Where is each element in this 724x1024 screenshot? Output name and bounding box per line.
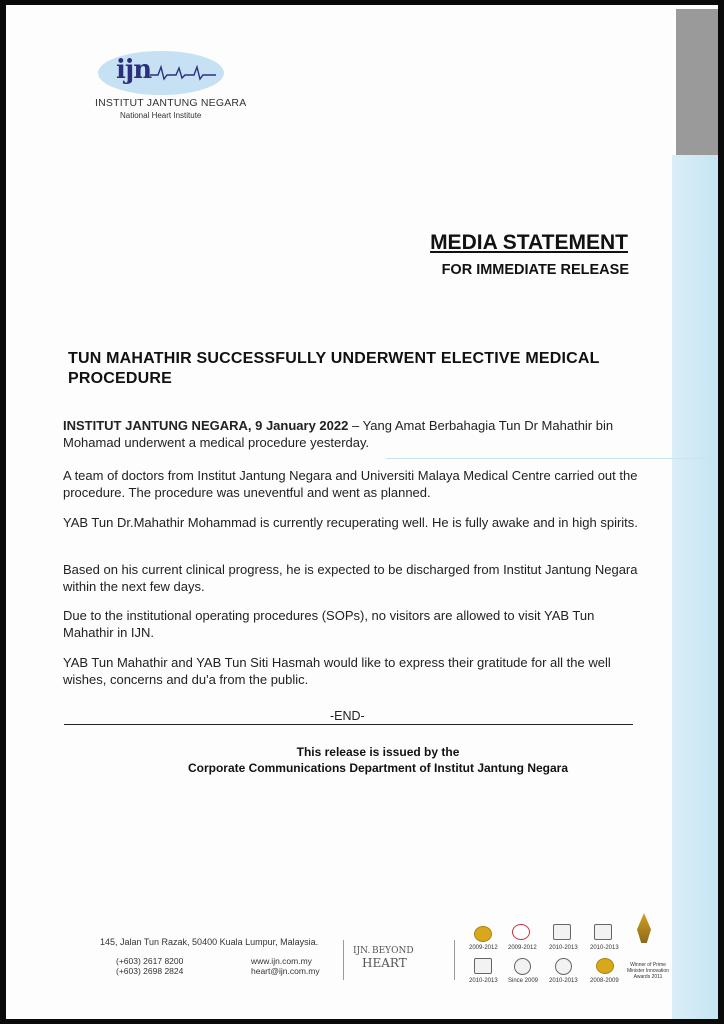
cert-divider xyxy=(454,940,455,980)
scan-edge-blue xyxy=(672,155,718,1019)
headline: TUN MAHATHIR SUCCESSFULLY UNDERWENT ELECTIVE MEDICAL PROCEDURE xyxy=(68,350,600,387)
ijn-logo: ijn xyxy=(116,55,152,85)
cert-label: 2010-2013 xyxy=(469,978,498,984)
cert-badge-icon xyxy=(474,926,492,942)
tagline-heart: HEART xyxy=(362,956,407,970)
scan-edge-gray xyxy=(676,9,718,155)
paragraph-1-text: – Yang Amat Berbahagia Tun Dr Mahathir bin Mohamad underwent a medical procedure yesterday. xyxy=(63,418,614,450)
cert-label: 2008-2009 xyxy=(590,978,619,984)
end-marker: -END- xyxy=(330,709,365,723)
org-subtitle: National Heart Institute xyxy=(120,111,202,120)
footer-address: 145, Jalan Tun Razak, 50400 Kuala Lumpur, Malaysia. xyxy=(100,937,319,947)
paragraph-6: YAB Tun Mahathir and YAB Tun Siti Hasmah would like to express their gratitude for all the well wishes, concerns and du'a from the public. xyxy=(63,655,611,687)
org-name: INSTITUT JANTUNG NEGARA xyxy=(95,97,247,109)
footer-phone-2: (+603) 2698 2824 xyxy=(116,966,184,976)
end-divider xyxy=(64,724,633,725)
award-trophy-icon xyxy=(637,913,651,943)
cert-label: 2010-2013 xyxy=(549,945,578,951)
cert-badge-icon xyxy=(553,924,571,940)
heartbeat-icon xyxy=(150,63,216,83)
cert-label: 2010-2013 xyxy=(549,978,578,984)
cert-label: Since 2009 xyxy=(508,978,539,984)
paragraph-3: YAB Tun Dr.Mahathir Mohammad is currently recuperating well. He is fully awake and in high spirits. xyxy=(63,515,638,530)
cert-label: 2010-2013 xyxy=(590,945,619,951)
footer-email: heart@ijn.com.my xyxy=(251,966,320,976)
paragraph-2: A team of doctors from Institut Jantung Negara and Universiti Malaya Medical Centre carried out the procedure. The procedure was uneventful and went as planned. xyxy=(63,468,638,500)
statement-title: MEDIA STATEMENT xyxy=(430,231,628,254)
cert-badge-icon xyxy=(512,924,530,940)
document-page xyxy=(6,5,718,1019)
paragraph-4: Based on his current clinical progress, he is expected to be discharged from Institut Jantung Negara within the next few days. xyxy=(63,562,638,594)
award-text: Winner of Prime Minister Innovation Awards 2011 xyxy=(627,962,669,980)
statement-subtitle: FOR IMMEDIATE RELEASE xyxy=(441,262,629,278)
release-line-2: Corporate Communications Department of Institut Jantung Negara xyxy=(187,761,569,775)
cert-badge-icon xyxy=(594,924,612,940)
cert-badge-icon xyxy=(555,958,572,975)
dateline: INSTITUT JANTUNG NEGARA, 9 January 2022 xyxy=(63,418,349,433)
cert-label: 2009-2012 xyxy=(469,945,498,951)
release-line-1: This release is issued by the xyxy=(296,745,460,759)
cert-label: 2009-2012 xyxy=(508,945,537,951)
cert-badge-icon xyxy=(596,958,614,974)
footer-website: www.ijn.com.my xyxy=(251,956,312,966)
footer-phone-1: (+603) 2617 8200 xyxy=(116,956,184,966)
tagline-ijn: IJN. xyxy=(353,946,371,956)
tagline-beyond: BEYOND xyxy=(372,946,414,956)
paragraph-1 xyxy=(63,417,638,451)
paragraph-5: Due to the institutional operating procedures (SOPs), no visitors are allowed to visit YAB Tun Mahathir in IJN. xyxy=(63,608,595,640)
cert-badge-icon xyxy=(514,958,531,975)
cert-badge-icon xyxy=(474,958,492,974)
scan-artifact-line xyxy=(386,458,718,459)
footer-divider xyxy=(343,940,344,980)
